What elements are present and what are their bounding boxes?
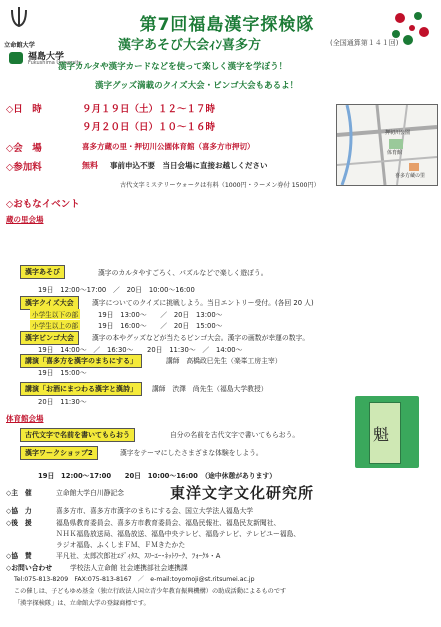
section-kura: 蔵の里会場 — [6, 215, 44, 224]
event-lecture2-speaker: 講師 渋澤 尚先生（福島大学教授） — [152, 385, 268, 393]
event-lecture2-title: 講演「お酒にまつわる漢字と漢詩」 — [20, 382, 142, 396]
event-bingo-time: 19日 14:00～ ／ 16:30～ 20日 11:30～ ／ 14:00～ — [38, 346, 243, 354]
contact-label: ◇お問い合わせ — [6, 564, 53, 572]
fee-note: 事前申込不要 当日会場に直接お越しください — [110, 161, 268, 170]
bookmark-glyph: 魁 — [373, 425, 390, 444]
event-quiz-desc: 漢字についてのクイズに挑戦しよう。当日エントリー受付。(各回 20 人) — [92, 299, 314, 307]
kyoryoku-label: ◇協 力 — [6, 507, 32, 515]
shusai-big: 東洋文字文化研究所 — [170, 484, 315, 502]
fukushima-name: 福島大学 — [28, 52, 65, 62]
section-gym: 体育館会場 — [6, 414, 44, 423]
shusai-label: ◇主 催 — [6, 489, 32, 497]
kyosan-value: 平凡社、太郎次郎社ｴﾃﾞｨﾀｽ、ｽﾘｰｴｰ･ﾈｯﾄﾜｰｸ、ﾌｫｰｸﾙ・A — [56, 552, 221, 560]
event-ws-title: 漢字ワークショップ2 — [20, 446, 98, 460]
kyoryoku-value: 喜多方市、喜多方市漢字のまちにする会、国立大学法人福島大学 — [56, 507, 254, 515]
fee-label: ◇参加料 — [6, 162, 42, 173]
event-kodai-title: 古代文字で名前を書いてもらおう — [20, 428, 135, 442]
kyosan-label: ◇協 賛 — [6, 552, 32, 560]
event-bingo-title: 漢字ビンゴ大会 — [20, 331, 79, 345]
events-label: ◇おもなイベント — [6, 199, 80, 210]
map-label-park: 押切川公園 — [385, 130, 411, 136]
fee-sub: 古代文字ミステリーウォークは有料（1000円・ラーメン券付 1500円） — [120, 182, 320, 189]
event-ws-time: 19日 12:00～17:00 20日 10:00～16:00 （途中休憩があります） — [38, 472, 276, 480]
event-asobi-desc: 漢字のカルタやすごろく、パズルなどで楽しく遊ぼう。 — [98, 269, 268, 277]
datetime-day1: ９月１９日（土）１２～１７時 — [82, 104, 216, 115]
intro-line-2: 漢字グッズ満載のクイズ大会・ビンゴ大会もあるよ！ — [95, 81, 299, 91]
event-asobi-title: 漢字あそび — [20, 265, 65, 279]
page-subtitle: 漢字あそび大会ｨﾝ喜多方 — [118, 38, 262, 53]
event-bingo-desc: 漢字の本やグッズなどが当たるビンゴ大会。漢字の画数が幸運の数字。 — [92, 334, 310, 342]
koen-line-3: ラジオ福島、ふくしまＦＭ、ＦＭきたかた — [56, 541, 186, 549]
datetime-label: ◇日 時 — [6, 104, 42, 115]
event-quiz-row1: 19日 13:00～ ／ 20日 13:00～ — [98, 311, 223, 319]
issue-number: (全国通算第１４１回) — [330, 39, 399, 47]
event-lecture1-title: 講演「喜多方を漢字のまちにする」 — [20, 354, 142, 368]
kodai-photo — [355, 396, 419, 468]
koen-label: ◇後 援 — [6, 519, 32, 527]
intro-line-1: 漢字カルタや漢字カードなどを使って楽しく漢字を学ぼう！ — [58, 62, 288, 72]
fee-free: 無料 — [82, 161, 98, 170]
event-quiz-row1-label: 小学生以下の部 — [32, 311, 79, 319]
venue-value: 喜多方蔵の里・押切川公園体育館（喜多方市押切） — [82, 142, 255, 151]
ritsumeikan-name: 立命館大学 — [4, 42, 35, 49]
event-kodai-desc: 自分の名前を古代文字で書いてもらおう。 — [170, 431, 300, 439]
contact-tel: Tel:075-813-8209 FAX:075-813-8167 ／ e-mail:toyomoji@st.ritsumei.ac.jp — [14, 576, 255, 583]
event-quiz-title: 漢字クイズ大会 — [20, 296, 79, 310]
page-title: 第7回福島漢字探検隊 — [139, 15, 315, 35]
shusai-value: 立命館大学白川静記念 — [56, 489, 124, 497]
event-ws-desc: 漢字をテーマにしたさまざまな体験をしよう。 — [120, 449, 263, 457]
ritsumeikan-logo — [4, 4, 34, 42]
fukushima-name-en: Fukushima University — [28, 60, 82, 66]
event-quiz-row2-label: 小学生以上の部 — [32, 322, 79, 330]
event-lecture1-speaker: 講師 高橋政巳先生（楽峯工房主宰） — [166, 357, 282, 365]
note-2: 「漢字探検隊」は、立命館大学の登録商標です。 — [14, 600, 150, 607]
contact-value: 学校法人立命館 社会連携部社会連携課 — [70, 564, 188, 572]
event-quiz-row2: 19日 16:00～ ／ 20日 15:00～ — [98, 322, 223, 330]
datetime-day2: ９月２０日（日）１０～１６時 — [82, 122, 216, 133]
fukushima-logo — [8, 50, 24, 64]
koen-line-2: ＮＨＫ福島放送局、福島放送、福島中央テレビ、福島テレビ、テレビユー福島、 — [56, 530, 301, 538]
note-1: この催しは、子どもゆめ基金（独立行政法人国立青少年教育振興機構）の助成活動によるものです — [14, 588, 287, 595]
map-label-kura: 喜多方蔵の里 — [395, 173, 426, 179]
venue-map — [336, 104, 438, 186]
event-lecture2-time: 20日 11:30～ — [38, 398, 87, 406]
venue-label: ◇会 場 — [6, 143, 42, 154]
event-asobi-time: 19日 12:00～17:00 ／ 20日 10:00～16:00 — [38, 286, 195, 294]
koen-line-1: 福島県教育委員会、喜多方市教育委員会、福島民報社、福島民友新聞社、 — [56, 519, 281, 527]
event-lecture1-time: 19日 15:00～ — [38, 369, 87, 377]
map-label-gym: 体育館 — [387, 150, 403, 156]
